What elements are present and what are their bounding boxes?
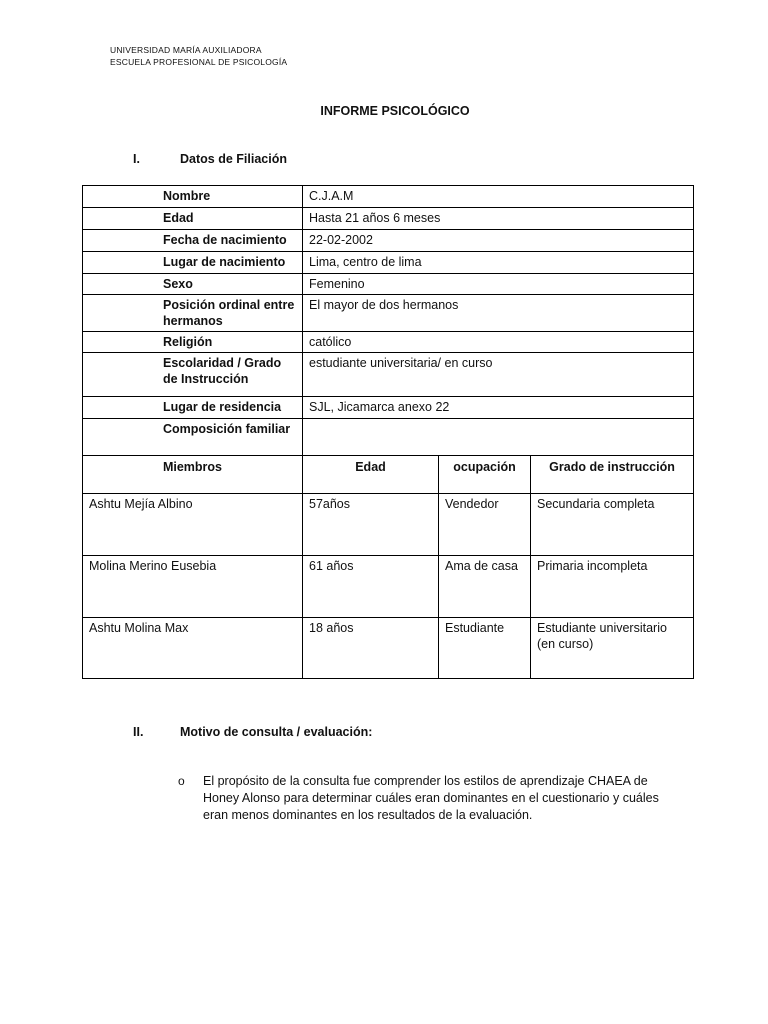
filiation-row — [83, 353, 694, 397]
filiation-label: Fecha de nacimiento — [83, 230, 303, 252]
family-row — [83, 556, 694, 618]
filiation-label: Edad — [83, 208, 303, 230]
family-member-age: 57años — [303, 494, 439, 556]
filiation-table — [82, 185, 694, 679]
filiation-value: 22-02-2002 — [303, 230, 694, 252]
family-member-age: 61 años — [303, 556, 439, 618]
filiation-label: Nombre — [83, 186, 303, 208]
family-member-occupation: Vendedor — [439, 494, 531, 556]
filiation-value — [303, 419, 694, 456]
filiation-row — [83, 230, 694, 252]
filiation-value: El mayor de dos hermanos — [303, 295, 694, 332]
filiation-row — [83, 274, 694, 295]
family-row — [83, 618, 694, 679]
family-member-name: Ashtu Molina Max — [83, 618, 303, 679]
filiation-row — [83, 295, 694, 332]
filiation-label: Lugar de residencia — [83, 397, 303, 419]
family-member-education: Primaria incompleta — [531, 556, 694, 618]
section-1-number: I. — [133, 152, 140, 166]
filiation-label: Sexo — [83, 274, 303, 295]
family-header: Miembros — [83, 456, 303, 494]
filiation-label: Composición familiar — [83, 419, 303, 456]
family-member-occupation: Ama de casa — [439, 556, 531, 618]
section-2-title: Motivo de consulta / evaluación: — [180, 725, 373, 739]
filiation-value: C.J.A.M — [303, 186, 694, 208]
filiation-label: Religión — [83, 332, 303, 353]
bullet-icon: o — [178, 774, 185, 788]
filiation-label: Posición ordinal entre hermanos — [83, 295, 303, 332]
filiation-label: Lugar de nacimiento — [83, 252, 303, 274]
family-member-education: Secundaria completa — [531, 494, 694, 556]
filiation-value: Lima, centro de lima — [303, 252, 694, 274]
family-header: Edad — [303, 456, 439, 494]
filiation-value: SJL, Jicamarca anexo 22 — [303, 397, 694, 419]
family-member-name: Ashtu Mejía Albino — [83, 494, 303, 556]
family-member-occupation: Estudiante — [439, 618, 531, 679]
filiation-row — [83, 252, 694, 274]
consultation-reason-text: El propósito de la consulta fue comprender los estilos de aprendizaje CHAEA de Honey Alonso para determinar cuáles eran dominantes en el cuestionario y cuáles eran menos dominantes en los resultados de la evaluación. — [203, 774, 659, 822]
family-row — [83, 494, 694, 556]
filiation-value: estudiante universitaria/ en curso — [303, 353, 694, 397]
filiation-row — [83, 397, 694, 419]
section-1-title: Datos de Filiación — [180, 152, 287, 166]
filiation-row — [83, 208, 694, 230]
filiation-row — [83, 332, 694, 353]
document-title: INFORME PSICOLÓGICO — [320, 104, 470, 118]
filiation-row — [83, 419, 694, 456]
section-2-number: II. — [133, 725, 144, 739]
family-member-education: Estudiante universitario (en curso) — [531, 618, 694, 679]
family-header: ocupación — [439, 456, 531, 494]
family-header-row — [83, 456, 694, 494]
family-member-age: 18 años — [303, 618, 439, 679]
university-name: UNIVERSIDAD MARÍA AUXILIADORA — [110, 45, 262, 55]
family-header: Grado de instrucción — [531, 456, 694, 494]
filiation-value: católico — [303, 332, 694, 353]
family-member-name: Molina Merino Eusebia — [83, 556, 303, 618]
filiation-row — [83, 186, 694, 208]
filiation-value: Hasta 21 años 6 meses — [303, 208, 694, 230]
filiation-label: Escolaridad / Grado de Instrucción — [83, 353, 303, 397]
institution-header — [110, 44, 287, 68]
school-name: ESCUELA PROFESIONAL DE PSICOLOGÍA — [110, 57, 288, 67]
filiation-value: Femenino — [303, 274, 694, 295]
